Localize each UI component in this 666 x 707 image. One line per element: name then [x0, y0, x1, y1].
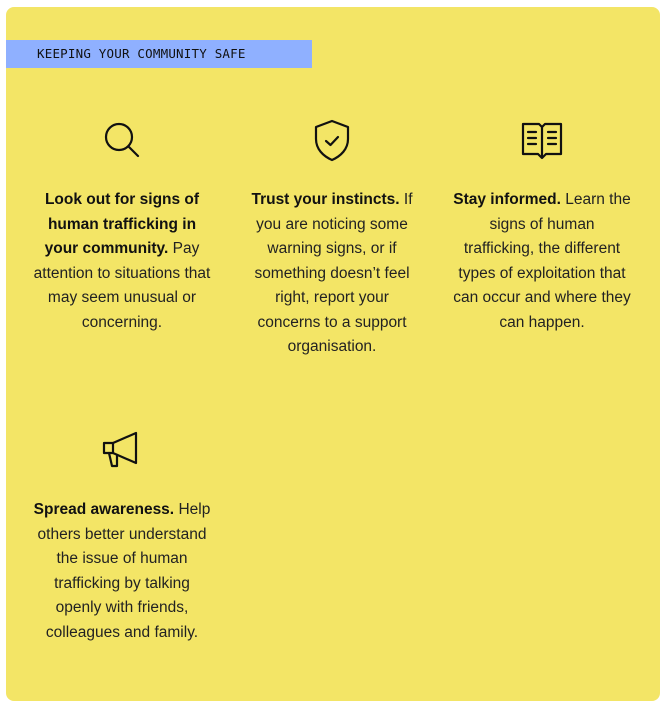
- tip-heading: Spread awareness.: [33, 501, 175, 518]
- tip-text: [33, 498, 211, 645]
- tip-body: Pay attention to situations that may seem unusual or concerning.: [33, 240, 211, 331]
- section-label: [6, 40, 312, 68]
- megaphone-icon: [100, 428, 144, 472]
- tip-body: Learn the signs of human trafficking, the different types of exploitation that can occur and where they can happen.: [453, 191, 631, 331]
- tip-item-trust-instincts: [243, 118, 421, 360]
- tip-body: Help others better understand the issue of human trafficking by talking openly with friends, colleagues and family.: [37, 501, 211, 641]
- open-book-icon: [520, 118, 564, 162]
- tip-heading: Stay informed.: [453, 191, 561, 208]
- tip-text: [453, 188, 631, 335]
- tip-heading: Look out for signs of human trafficking in your community.: [44, 191, 200, 257]
- tip-item-stay-informed: [453, 118, 631, 335]
- tip-item-look-out: [33, 118, 211, 335]
- tip-text: [33, 188, 211, 335]
- tip-item-spread-awareness: [33, 428, 211, 645]
- tip-body: If you are noticing some warning signs, or if something doesn’t feel right, report your concerns to a support organisation.: [254, 191, 413, 355]
- search-icon: [100, 118, 144, 162]
- tip-text: [243, 188, 421, 360]
- section-label-text: KEEPING YOUR COMMUNITY SAFE: [37, 45, 246, 61]
- tip-heading: Trust your instincts.: [251, 191, 400, 208]
- shield-check-icon: [310, 118, 354, 162]
